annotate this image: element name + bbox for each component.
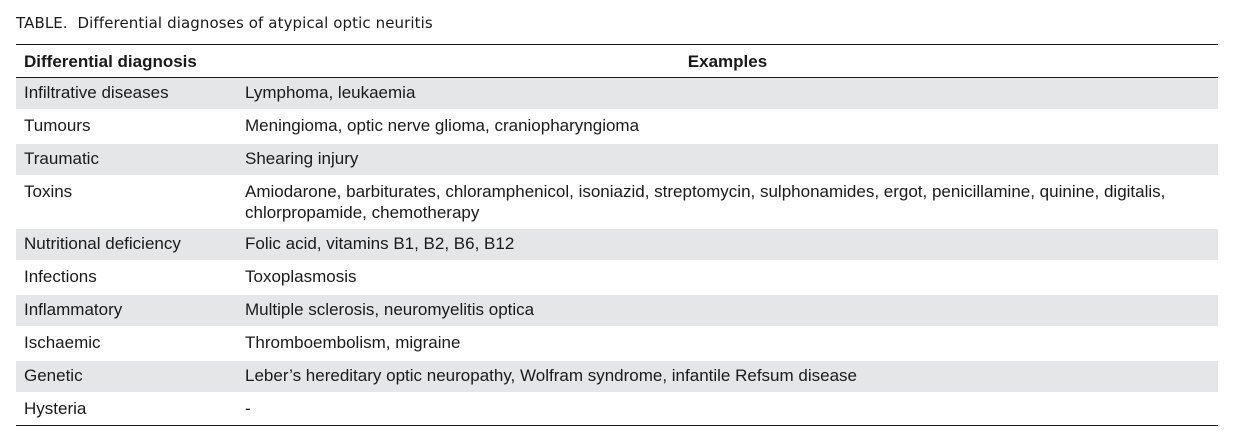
examples-cell: Amiodarone, barbiturates, chloramphenicol, isoniazid, streptomycin, sulphonamides, ergot, penicillamine, quinine, digitalis, chlorpropamide, chemotherapy	[245, 182, 1166, 222]
table-row	[16, 110, 1218, 143]
diagnosis-cell: Genetic	[16, 360, 237, 393]
examples-cell: Shearing injury	[237, 143, 1218, 176]
table-row	[16, 393, 1218, 426]
examples-cell: Folic acid, vitamins B1, B2, B6, B12	[237, 228, 1218, 261]
table-caption	[16, 14, 433, 32]
caption-title: Differential diagnoses of atypical optic neuritis	[77, 14, 433, 32]
table-row	[16, 228, 1218, 261]
table-row	[16, 261, 1218, 294]
caption-label: TABLE.	[16, 14, 68, 32]
column-header-diagnosis: Differential diagnosis	[24, 52, 197, 71]
examples-cell: Thromboembolism, migraine	[245, 333, 461, 352]
table-row	[16, 360, 1218, 393]
table-row	[16, 327, 1218, 360]
examples-cell: Meningioma, optic nerve glioma, craniopharyngioma	[245, 116, 640, 135]
diagnosis-cell: Inflammatory	[16, 294, 237, 327]
diagnosis-cell: Nutritional deficiency	[16, 228, 237, 261]
diagnosis-cell: Toxins	[24, 182, 73, 201]
data-table	[16, 44, 1218, 426]
examples-cell: Multiple sclerosis, neuromyelitis optica	[237, 294, 1218, 327]
column-header-examples: Examples	[687, 52, 768, 71]
examples-cell: Toxoplasmosis	[245, 267, 357, 286]
diagnosis-cell: Traumatic	[16, 143, 237, 176]
table-row	[16, 176, 1218, 228]
examples-cell: Leber’s hereditary optic neuropathy, Wolfram syndrome, infantile Refsum disease	[237, 360, 1218, 393]
header-row	[16, 45, 1218, 78]
table-row	[16, 78, 1218, 111]
table-row	[16, 294, 1218, 327]
table-body	[16, 78, 1218, 426]
diagnosis-cell: Ischaemic	[24, 333, 101, 352]
differential-diagnoses-table	[16, 44, 1218, 426]
examples-cell: -	[245, 399, 251, 418]
table-row	[16, 143, 1218, 176]
diagnosis-cell: Infiltrative diseases	[16, 78, 237, 111]
table-header	[16, 45, 1218, 78]
diagnosis-cell: Tumours	[24, 116, 91, 135]
diagnosis-cell: Infections	[24, 267, 97, 286]
examples-cell: Lymphoma, leukaemia	[237, 78, 1218, 111]
diagnosis-cell: Hysteria	[24, 399, 87, 418]
